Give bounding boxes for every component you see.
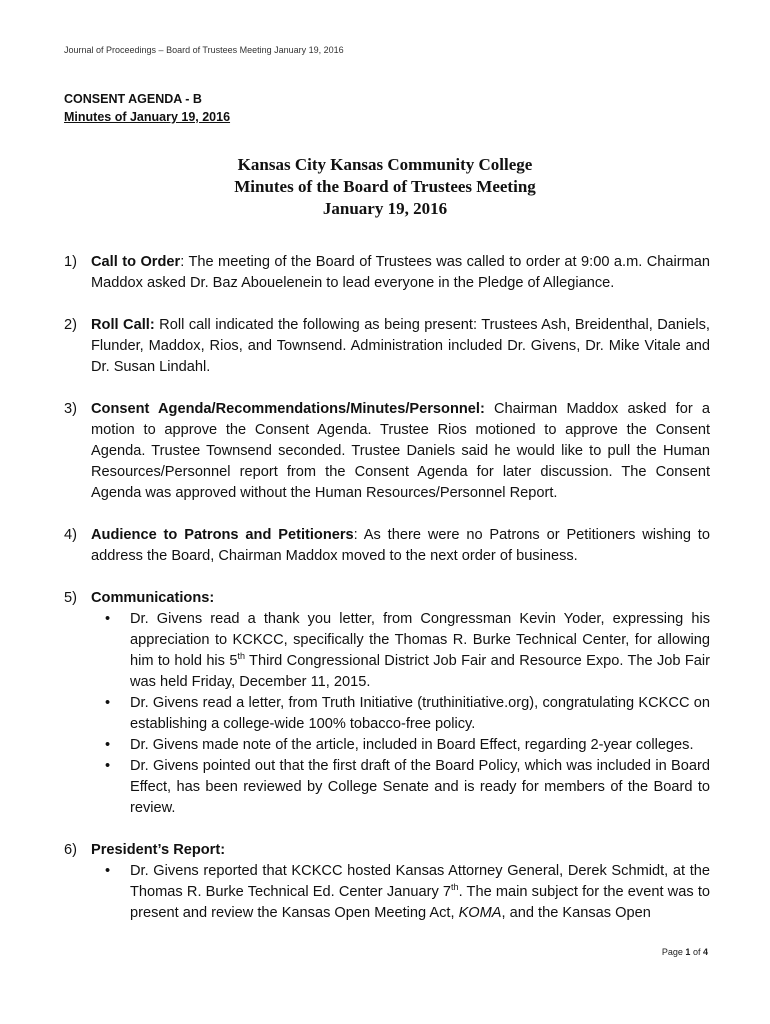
running-header: Journal of Proceedings – Board of Trustees Meeting January 19, 2016 [64, 45, 344, 55]
list-item: • Dr. Givens read a letter, from Truth Initiative (truthinitiative.org), congratulating KCKCC on establishing a college-wide 100% tobacco-free policy. [105, 695, 710, 732]
item-text: Chairman Maddox asked for a motion to approve the Consent Agenda. Trustee Rios motioned to approve the Consent Agenda. Trustee Townsend seconded. Trustee Daniels said he would like to pull the Human Resources/Personnel report from the Consent Agenda for later discussion. The Consent Agenda was approved without the Human Resources/Personnel Report. [91, 401, 710, 501]
title-college: Kansas City Kansas Community College [237, 155, 533, 174]
item-text: : As there were no Patrons or Petitioners wishing to address the Board, Chairman Maddox moved to the next order of business. [91, 527, 710, 564]
communications-list [91, 609, 710, 819]
item-number: 6) [64, 842, 77, 858]
item-number: 4) [64, 527, 77, 543]
minutes-items [64, 252, 710, 924]
bullet-glyph: • [105, 737, 111, 753]
list-item: • Dr. Givens pointed out that the first draft of the Board Policy, which was included in Board Effect, has been reviewed by College Senate and is ready for members of the Board to review. [105, 758, 710, 816]
agenda-title: CONSENT AGENDA - B [64, 92, 202, 106]
item-number: 1) [64, 254, 77, 270]
item-consent-agenda [64, 399, 710, 504]
item-text: Roll call indicated the following as being present: Trustees Ash, Breidenthal, Daniels, Flunder, Maddox, Rios, and Townsend. Administration included Dr. Givens, Dr. Mike Vitale and Dr. Susan Lindahl. [91, 317, 710, 375]
item-presidents-report [64, 840, 710, 924]
item-communications [64, 588, 710, 819]
item-number: 3) [64, 401, 77, 417]
item-heading: Communications: [91, 590, 215, 606]
page-total: 4 [702, 947, 708, 957]
item-heading: Roll Call: [91, 317, 155, 333]
document-title [0, 154, 770, 220]
title-minutes: Minutes of the Board of Trustees Meeting [234, 177, 536, 196]
bullet-glyph: • [105, 863, 111, 879]
list-item: • Dr. Givens made note of the article, included in Board Effect, regarding 2-year colleges. [91, 735, 710, 756]
item-audience [64, 525, 710, 567]
list-item: • Dr. Givens read a thank you letter, from Congressman Kevin Yoder, expressing his appreciation to KCKCC, specifically the Thomas R. Burke Technical Center, for allowing him to hold his 5th Third Congressional District Job Fair and Resource Expo. The Job Fair was held Friday, December 11, 2015. [105, 611, 710, 690]
bullet-glyph: • [105, 758, 111, 774]
bullet-glyph: • [105, 695, 111, 711]
agenda-subtitle: Minutes of January 19, 2016 [64, 110, 231, 124]
item-number: 5) [64, 590, 77, 606]
item-heading: Audience to Patrons and Petitioners [91, 527, 354, 543]
consent-agenda-label [64, 90, 230, 126]
title-date: January 19, 2016 [322, 199, 448, 218]
item-heading: Call to Order [91, 254, 181, 270]
presidents-report-list [91, 861, 710, 924]
item-heading: Consent Agenda/Recommendations/Minutes/Personnel: [91, 401, 485, 417]
bullet-glyph: • [105, 611, 111, 627]
item-text: : The meeting of the Board of Trustees was called to order at 9:00 a.m. Chairman Maddox asked Dr. Baz Abouelenein to lead everyone in the Pledge of Allegiance. [91, 254, 710, 291]
item-number: 2) [64, 317, 77, 333]
page-footer: Page 1 of 4 [661, 947, 708, 957]
list-item: • Dr. Givens reported that KCKCC hosted Kansas Attorney General, Derek Schmidt, at the Thomas R. Burke Technical Ed. Center January 7th. The main subject for the event was to present and review the Kansas Open Meeting Act, KOMA, and the Kansas Open [105, 863, 710, 921]
item-heading: President’s Report: [91, 842, 226, 858]
page-number: 1 [685, 947, 691, 957]
item-roll-call [64, 315, 710, 378]
item-call-to-order [64, 252, 710, 294]
